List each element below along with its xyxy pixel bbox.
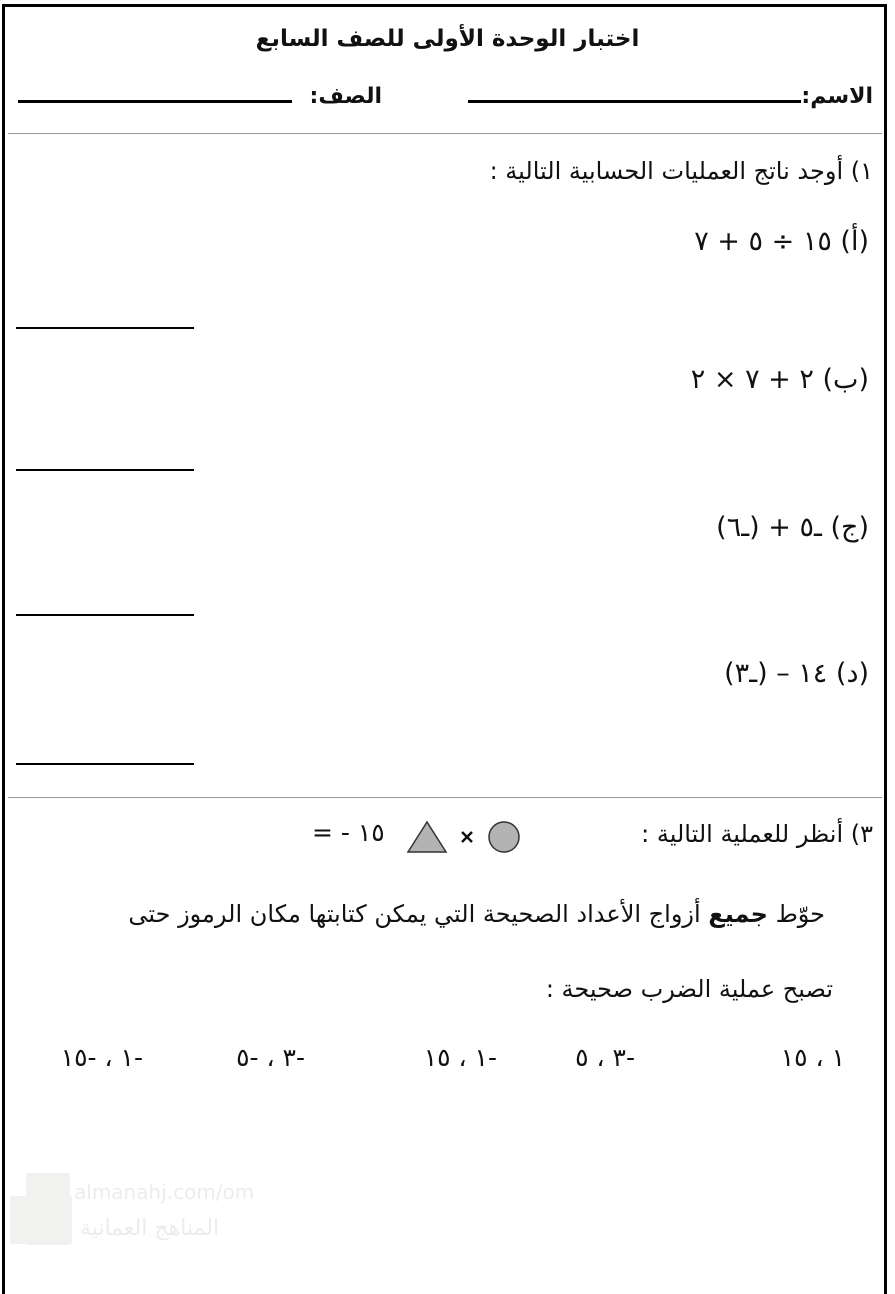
exam-title: اختبار الوحدة الأولى للصف السابع — [255, 26, 640, 52]
pair-option[interactable]: -٣ ، ٥ — [575, 1043, 635, 1072]
q3-prompt: ٣) أنظر للعملية التالية : — [641, 820, 873, 848]
item-label: (أ) — [840, 226, 869, 257]
pair-option[interactable]: -١ ، -١٥ — [60, 1043, 143, 1072]
section-divider — [8, 797, 882, 798]
q1-prompt: ١) أوجد ناتج العمليات الحسابية التالية : — [489, 157, 873, 185]
instruction-emphasis: جميع — [708, 900, 768, 928]
circle-symbol-icon — [489, 822, 519, 852]
answer-line-a — [16, 327, 194, 329]
watermark-url: almanahj.com/om — [74, 1180, 255, 1204]
watermark-logo-base — [10, 1196, 72, 1244]
q1-item-a — [694, 226, 869, 257]
multiply-sign-icon — [462, 832, 472, 842]
q1-item-b — [691, 364, 869, 395]
answer-line-c — [16, 614, 194, 616]
item-expression: ٢ + ٧ × ٢ — [690, 364, 814, 395]
item-expression: ١٤ – (ـ٣) — [724, 658, 828, 689]
symbol-shapes — [406, 816, 530, 856]
pair-option[interactable]: -١ ، ١٥ — [423, 1043, 497, 1072]
item-label: (ج) — [830, 512, 869, 543]
symbol-equation — [300, 814, 530, 858]
item-expression: ١٥ ÷ ٥ + ٧ — [694, 226, 832, 257]
answer-line-d — [16, 763, 194, 765]
item-label: (د) — [835, 658, 869, 689]
q3-instruction-line2: تصبح عملية الضرب صحيحة : — [545, 975, 833, 1003]
class-blank-line — [18, 100, 292, 103]
item-label: (ب) — [822, 364, 869, 395]
q1-item-d — [724, 658, 869, 689]
instruction-after: أزواج الأعداد الصحيحة التي يمكن كتابتها مكان الرموز حتى — [128, 900, 701, 928]
pair-option[interactable]: ١ ، ١٥ — [780, 1043, 845, 1072]
q3-instruction-line1 — [128, 900, 825, 928]
item-expression: ـ٥ + (ـ٦) — [716, 512, 822, 543]
pair-option[interactable]: -٣ ، -٥ — [236, 1043, 305, 1072]
watermark-name: المناهج العمانية — [80, 1216, 220, 1241]
page-border — [2, 4, 887, 1294]
header-divider — [8, 133, 882, 134]
answer-line-b — [16, 469, 194, 471]
class-label: الصف: — [309, 84, 382, 109]
equation-rhs: = - ١٥ — [312, 818, 385, 847]
name-blank-line — [468, 100, 801, 103]
instruction-before: حوّط — [775, 900, 825, 928]
triangle-symbol-icon — [408, 822, 446, 852]
name-label: الاسم: — [801, 84, 873, 109]
q1-item-c — [716, 512, 869, 543]
